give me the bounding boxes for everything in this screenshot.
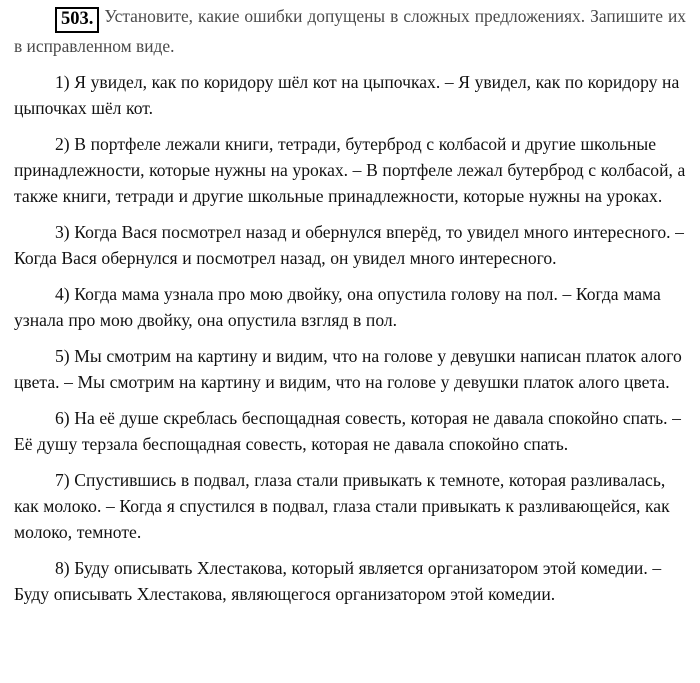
exercise-item: 6) На её душе скреблась беспощадная совесть, которая не давала спокойно спать. – Её душу терзала беспощадная совесть, которая не давала спокойно спать.: [14, 408, 681, 454]
exercise-item: 1) Я увидел, как по коридору шёл кот на цыпочках. – Я увидел, как по коридору на цыпочках шёл кот.: [14, 72, 680, 118]
exercise-heading: [14, 0, 686, 59]
exercise-instruction: Установите, какие ошибки допущены в сложных предложениях. Запишите их в исправленном виде.: [14, 6, 686, 56]
exercise-item: 4) Когда мама узнала про мою двойку, она опустила голову на пол. – Когда мама узнала про мою двойку, она опустила взгляд в пол.: [14, 284, 661, 330]
exercise-item: 7) Спустившись в подвал, глаза стали привыкать к темноте, которая разливалась, как молоко. – Когда я спустился в подвал, глаза стали привыкать к разливающейся, как молоко, темноте.: [14, 470, 670, 542]
exercise-number-box: 503.: [55, 7, 99, 33]
exercise-item: 5) Мы смотрим на картину и видим, что на голове у девушки написан платок алого цвета. – Мы смотрим на картину и видим, что на голове у девушки платок алого цвета.: [14, 346, 682, 392]
exercise-item: 3) Когда Вася посмотрел назад и обернулся вперёд, то увидел много интересного. – Когда Вася обернулся и посмотрел назад, он увидел много интересного.: [14, 222, 684, 268]
exercise-item: 8) Буду описывать Хлестакова, который является организатором этой комедии. – Буду описывать Хлестакова, являющегося организатором этой комедии.: [14, 558, 662, 604]
exercise-item: 2) В портфеле лежали книги, тетради, бутерброд с колбасой и другие школьные принадлежности, которые нужны на уроках. – В портфеле лежал бутерброд с колбасой, а также книги, тетради и другие школьные принадлежности, которые нужны на уроках.: [14, 134, 686, 206]
